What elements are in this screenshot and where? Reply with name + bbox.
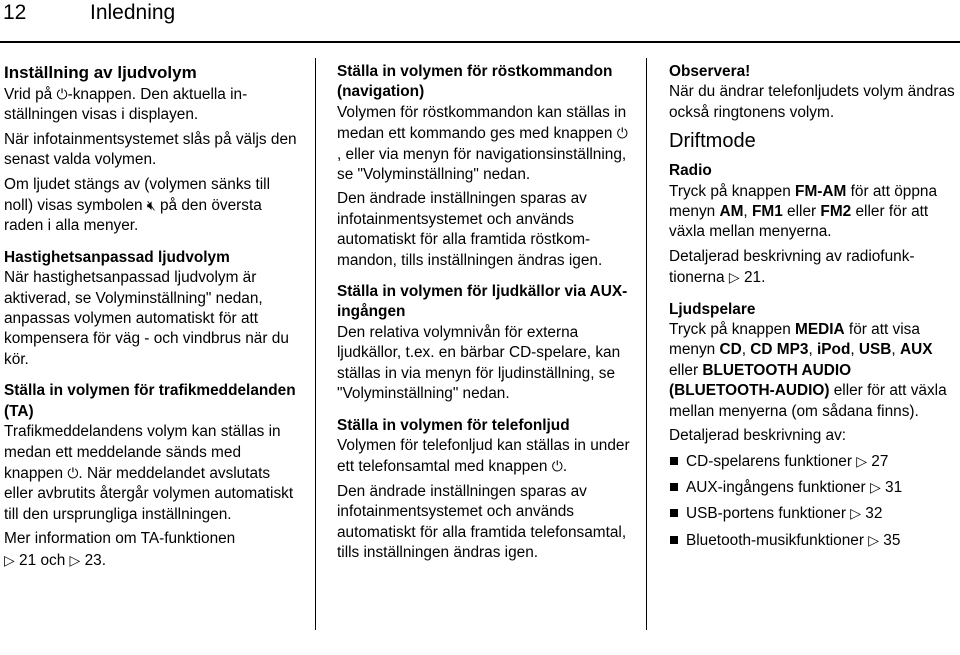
cross-reference-arrow-icon: ▷ (856, 452, 868, 469)
paragraph: Den relativa volymnivån för externa ljudkällor, t.ex. en bärbar CD-spelare, kan ställas in via menyn för ljudinställning, se "Volyminställning" nedan. (337, 323, 621, 403)
note-text: När du ändrar telefonljudets volym ändras också ringtonens volym. (669, 83, 955, 121)
paragraph: Tryck på knappen FM-AM för att öppna menyn AM, FM1 eller FM2 eller för att växla mellan menyerna. (669, 182, 938, 241)
paragraph: Vrid på ⏻-knappen. Den aktuella inställningen visas i displayen. (4, 86, 248, 124)
paragraph: Detaljerad beskrivning av: (669, 427, 847, 445)
chapter-title: Inledning (90, 1, 176, 24)
power-knob-icon: ⏻ (551, 458, 563, 475)
subheading: Ställa in volymen för ljudkällor via AUX-ingången (337, 283, 628, 321)
subheading: Hastighetsanpassad ljudvolym (4, 248, 230, 266)
list-item: USB-portens funktioner ▷ 32 (669, 503, 957, 524)
cross-reference-arrow-icon: ▷ (869, 478, 881, 495)
paragraph: Volymen för röstkommandon kan ställas in medan ett kommando ges med knappen ⏻, eller via menyn för navigationsinställning, se "Volyminställning" nedan. (337, 103, 628, 184)
page-number: 12 (3, 1, 27, 24)
paragraph: Mer information om TA-funktionen ▷ 21 och ▷ 23. (4, 530, 236, 569)
list-item: Bluetooth-musikfunktioner ▷ 35 (669, 530, 957, 551)
cross-reference-arrow-icon: ▷ (868, 531, 879, 548)
paragraph: Den ändrade inställningen sparas av infotainmentsystemet och används automatiskt för alla framtida röstkommandon, tills inställningen ändras igen. (337, 190, 603, 269)
page-header (0, 0, 960, 40)
list-item: CD-spelarens funktioner ▷ 27 (669, 451, 957, 472)
cross-reference-arrow-icon: ▷ (4, 551, 15, 568)
column-divider (646, 58, 647, 630)
power-knob-icon: ⏻ (616, 125, 628, 142)
mute-speaker-icon: 🔇︎ (146, 197, 156, 214)
paragraph: Volymen för telefonljud kan ställas in under ett telefonsamtal med knappen ⏻. (337, 436, 630, 476)
subheading: Ställa in volymen för telefonljud (337, 416, 570, 434)
section-title: Driftmode (669, 130, 756, 153)
power-knob-icon: ⏻ (56, 86, 68, 102)
paragraph: Den ändrade inställningen sparas av infotainmentsystemet och används automatiskt för alla framtida telefonsamtal, tills inställningen ändras igen. (337, 482, 627, 561)
header-rule (0, 41, 960, 43)
paragraph: När hastighetsanpassad ljudvolym är aktiverad, se Volyminställning" nedan, anpassas volymen automatiskt för att kompensera för väg - och vindbrus när du kör. (4, 269, 289, 368)
subheading: Radio (669, 162, 712, 180)
column-3 (669, 62, 957, 556)
cross-reference-arrow-icon: ▷ (850, 505, 862, 522)
paragraph: När infotainmentsystemet slås på väljs den senast valda volymen. (4, 130, 297, 169)
paragraph: Om ljudet stängs av (volymen sänks till noll) visas symbolen 🔇︎ på den översta raden i alla menyer. (4, 175, 271, 235)
list-item: AUX-ingångens funktioner ▷ 31 (669, 477, 957, 498)
paragraph: Detaljerad beskrivning av radiofunktionerna ▷ 21. (669, 247, 915, 287)
column-2 (337, 62, 632, 567)
paragraph: Trafikmeddelandens volym kan ställas in medan ett meddelande sänds med knappen ⏻. När meddelandet avslutats eller avbrutits återgår volymen automatiskt till den ursprungliga inställningen. (4, 423, 294, 523)
subheading: Ställa in volymen för trafikmeddelanden (TA) (4, 382, 296, 420)
cross-reference-arrow-icon: ▷ (728, 269, 740, 286)
subheading: Ställa in volymen för röstkommandon (navigation) (337, 63, 613, 101)
power-knob-icon: ⏻ (67, 464, 79, 481)
cross-reference-arrow-icon: ▷ (69, 551, 81, 568)
column-divider (315, 58, 316, 630)
subheading: Ljudspelare (669, 300, 756, 318)
note-title: Observera! (669, 63, 751, 80)
feature-list (669, 451, 957, 552)
section-title: Inställning av ljudvolym (4, 63, 197, 82)
column-1 (4, 62, 299, 575)
paragraph: Tryck på knappen MEDIA för att visa menyn CD, CD MP3, iPod, USB, AUX eller BLUETOOTH AUDIO (BLUETOOTH-AUDIO) eller för att växla mellan menyerna (om sådana finns). (669, 321, 947, 420)
